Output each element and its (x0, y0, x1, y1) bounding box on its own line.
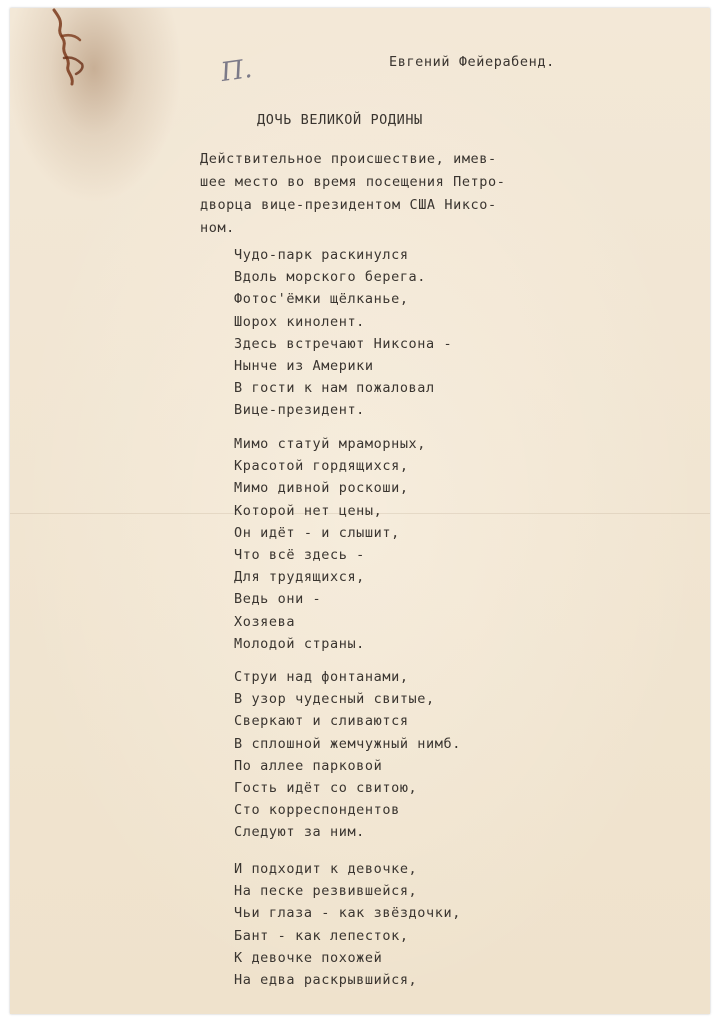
verse-line: На песке резвившейся, (234, 883, 418, 900)
intro-line: дворца вице-президентом США Никсо- (200, 197, 497, 213)
stanza-1 (234, 244, 452, 422)
ink-scribble-mark (44, 6, 94, 92)
verse-line: Хозяева (234, 613, 296, 630)
verse-line: Струи над фонтанами, (234, 669, 409, 685)
verse-line: Чудо-парк раскинулся (234, 247, 409, 263)
verse-line: Для трудящихся, (234, 569, 365, 586)
verse-line: Здесь встречают Никсона - (234, 335, 453, 352)
verse-line: Чьи глаза - как звёздочки, (234, 905, 461, 922)
intro-line: ном. (200, 220, 235, 236)
verse-line: Сверкают и сливаются (234, 713, 409, 730)
verse-line: Молодой страны. (234, 635, 365, 652)
verse-line: В гости к нам пожаловал (234, 380, 435, 397)
stanza-2 (234, 433, 426, 655)
verse-line: К девочке похожей (234, 949, 383, 966)
poem-title: ДОЧЬ ВЕЛИКОЙ РОДИНЫ (257, 112, 423, 128)
verse-line: Бант - как лепесток, (234, 927, 409, 944)
verse-line: Мимо дивной роскоши, (234, 480, 409, 497)
verse-line: Гость идёт со свитою, (234, 780, 418, 797)
verse-line: Мимо статуй мраморных, (234, 436, 427, 452)
verse-line: Красотой гордящихся, (234, 458, 409, 475)
verse-line: Нынче из Америки (234, 358, 374, 375)
verse-line: По аллее парковой (234, 757, 383, 774)
stanza-4 (234, 858, 461, 991)
verse-line: На едва раскрывшийся, (234, 972, 418, 989)
handwritten-mark: П. (219, 53, 254, 89)
verse-line: Сто корреспондентов (234, 802, 400, 819)
verse-line: Следуют за ним. (234, 824, 365, 841)
verse-line: Что всё здесь - (234, 547, 365, 564)
verse-line: В узор чудесный свитые, (234, 691, 435, 708)
verse-line: Шорох кинолент. (234, 313, 365, 330)
intro-paragraph (200, 148, 505, 240)
verse-line: И подходит к девочке, (234, 861, 418, 877)
verse-line: Фотос'ёмки щёлканье, (234, 291, 409, 308)
verse-line: Вдоль морского берега. (234, 269, 427, 286)
verse-line: Он идёт - и слышит, (234, 524, 400, 541)
intro-line: шее место во время посещения Петро- (200, 174, 506, 190)
verse-line: Которой нет цены, (234, 502, 383, 519)
stanza-3 (234, 666, 461, 844)
verse-line: Вице-президент. (234, 402, 365, 419)
author-name: Евгений Фейерабенд. (389, 54, 555, 70)
intro-line: Действительное происшествие, имев- (200, 151, 497, 167)
verse-line: В сплошной жемчужный нимб. (234, 735, 461, 752)
verse-line: Ведь они - (234, 591, 322, 608)
